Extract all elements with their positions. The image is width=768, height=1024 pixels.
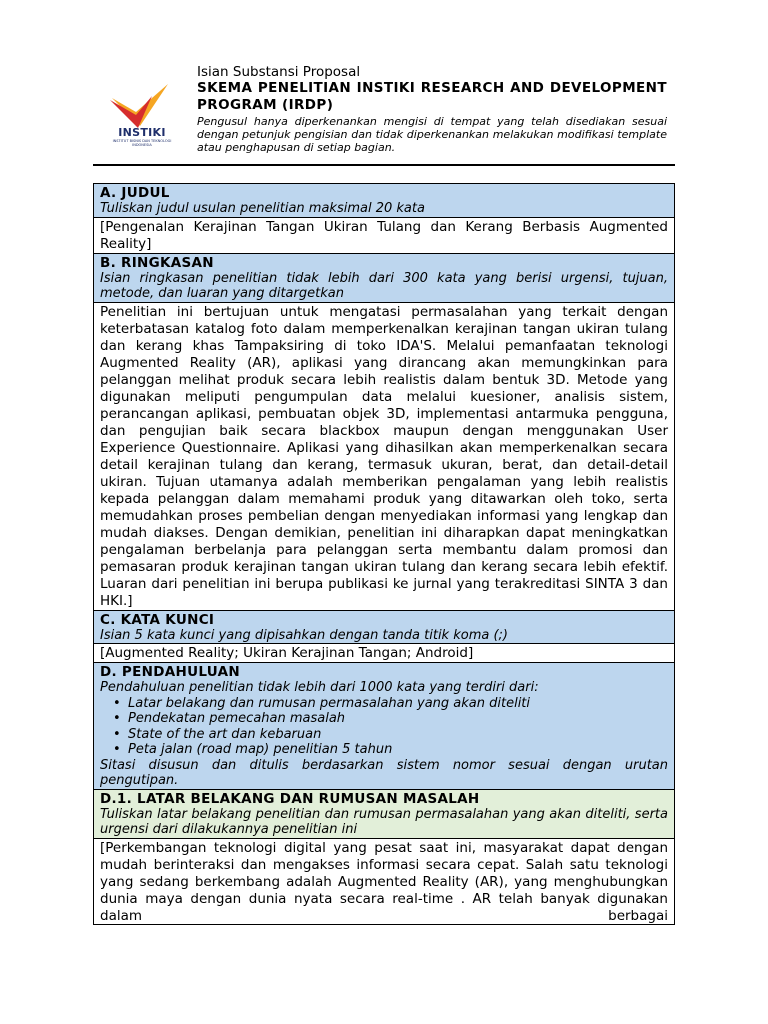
list-item: • Pendekatan pemecahan masalah (128, 711, 668, 727)
section-hint: Pendahuluan penelitian tidak lebih dari 1000 kata yang terdiri dari: (100, 680, 539, 695)
section-hint: Tuliskan latar belakang penelitian dan rumusan permasalahan yang akan diteliti, serta urgensi dari dilakukannya penelitian ini (100, 806, 668, 837)
header-title: SKEMA PENELITIAN INSTIKI RESEARCH AND DEVELOPMENT PROGRAM (IRDP) (197, 80, 667, 113)
proposal-table (93, 183, 675, 925)
section-ringkasan-header (93, 254, 675, 303)
pendahuluan-bullet-list (100, 696, 668, 758)
list-item: • Latar belakang dan rumusan permasalahan yang akan diteliti (128, 696, 668, 712)
section-title: B. RINGKASAN (100, 254, 214, 271)
kata-kunci-text: [Augmented Reality; Ukiran Kerajinan Tangan; Android] (100, 645, 474, 661)
list-item: • Peta jalan (road map) penelitian 5 tahun (128, 742, 668, 758)
section-hint: Tuliskan judul usulan penelitian maksimal 20 kata (100, 201, 425, 216)
section-latar-belakang-content[interactable] (93, 839, 675, 925)
section-footer-hint: Sitasi disusun dan ditulis berdasarkan sistem nomor sesuai dengan urutan pengutipan. (100, 757, 668, 788)
section-hint: Isian 5 kata kunci yang dipisahkan dengan tanda titik koma (;) (100, 627, 508, 643)
header-divider (93, 164, 675, 166)
section-title: C. KATA KUNCI (100, 611, 215, 628)
section-kata-kunci-header (93, 611, 675, 645)
section-ringkasan-content[interactable] (93, 303, 675, 611)
section-latar-belakang-header (93, 790, 675, 839)
judul-text: [Pengenalan Kerajinan Tangan Ukiran Tulang dan Kerang Berbasis Augmented Reality] (100, 218, 668, 252)
ringkasan-text: Penelitian ini bertujuan untuk mengatasi permasalahan yang terkait dengan keterbatasan katalog foto dalam memperkenalkan kerajinan tangan ukiran tulang dan kerang khas Tampaksiring di toko IDA'S. Melalui pemanfaatan teknologi Augmented Reality (AR), aplikasi yang dirancang akan memungkinkan para pelanggan melihat produk secara lebih realistis dalam bentuk 3D. Metode yang digunakan meliputi pengumpulan data melalui kuesioner, analisis sistem, perancangan aplikasi, pembuatan objek 3D, implementasi antarmuka pengguna, dan pengujian baik secara blackbox maupun dengan menggunakan User Experience Questionnaire. Aplikasi yang dihasilkan akan memperkenalkan secara detail kerajinan tulang dan kerang, termasuk ukuran, berat, dan detail-detail ukiran. Tujuan utamanya adalah memberikan pengalaman yang lebih realistis kepada pelanggan dalam memahami produk yang ditawarkan oleh toko, serta memudahkan proses pembelian dengan menyediakan informasi yang lengkap dan mudah diakses. Dengan demikian, penelitian ini diharapkan dapat meningkatkan pengalaman berbelanja para pelanggan serta membantu dalam promosi dan pemasaran produk kerajinan tangan ukiran tulang dan kerang secara lebih efektif. Luaran dari penelitian ini berupa publikasi ke jurnal yang terakreditasi SINTA 3 dan HKI.] (100, 303, 668, 609)
section-title: D. PENDAHULUAN (100, 664, 240, 680)
latar-belakang-text: [Perkembangan teknologi digital yang pesat saat ini, masyarakat dapat dengan mudah berinteraksi dan mengakses informasi secara cepat. Salah satu teknologi yang sedang berkembang adalah Augmented Reality (AR), yang menghubungkan dunia maya dengan dunia nyata secara real-time . AR telah banyak digunakan dalam berbagai (100, 839, 668, 924)
logo-tagline: INSTITUT BISNIS DAN TEKNOLOGI INDONESIA (112, 139, 172, 147)
section-hint: Isian ringkasan penelitian tidak lebih dari 300 kata yang berisi urgensi, tujuan, metode, dan luaran yang ditargetkan (100, 270, 668, 301)
header-label: Isian Substansi Proposal (197, 64, 361, 80)
header-note: Pengusul hanya diperkenankan mengisi di tempat yang telah disediakan sesuai dengan petunjuk pengisian dan tidak diperkenankan melakukan modifikasi template atau penghapusan di setiap bagian. (197, 115, 667, 154)
document-header (197, 64, 667, 154)
section-judul-content[interactable] (93, 218, 675, 254)
section-judul-header (93, 183, 675, 218)
list-item: • State of the art dan kebaruan (128, 727, 668, 743)
section-title: A. JUDUL (100, 185, 170, 201)
section-title: D.1. LATAR BELAKANG DAN RUMUSAN MASALAH (100, 790, 480, 807)
logo-wordmark: INSTIKI (118, 126, 166, 139)
section-pendahuluan-header (93, 663, 675, 790)
section-kata-kunci-content[interactable] (93, 644, 675, 663)
